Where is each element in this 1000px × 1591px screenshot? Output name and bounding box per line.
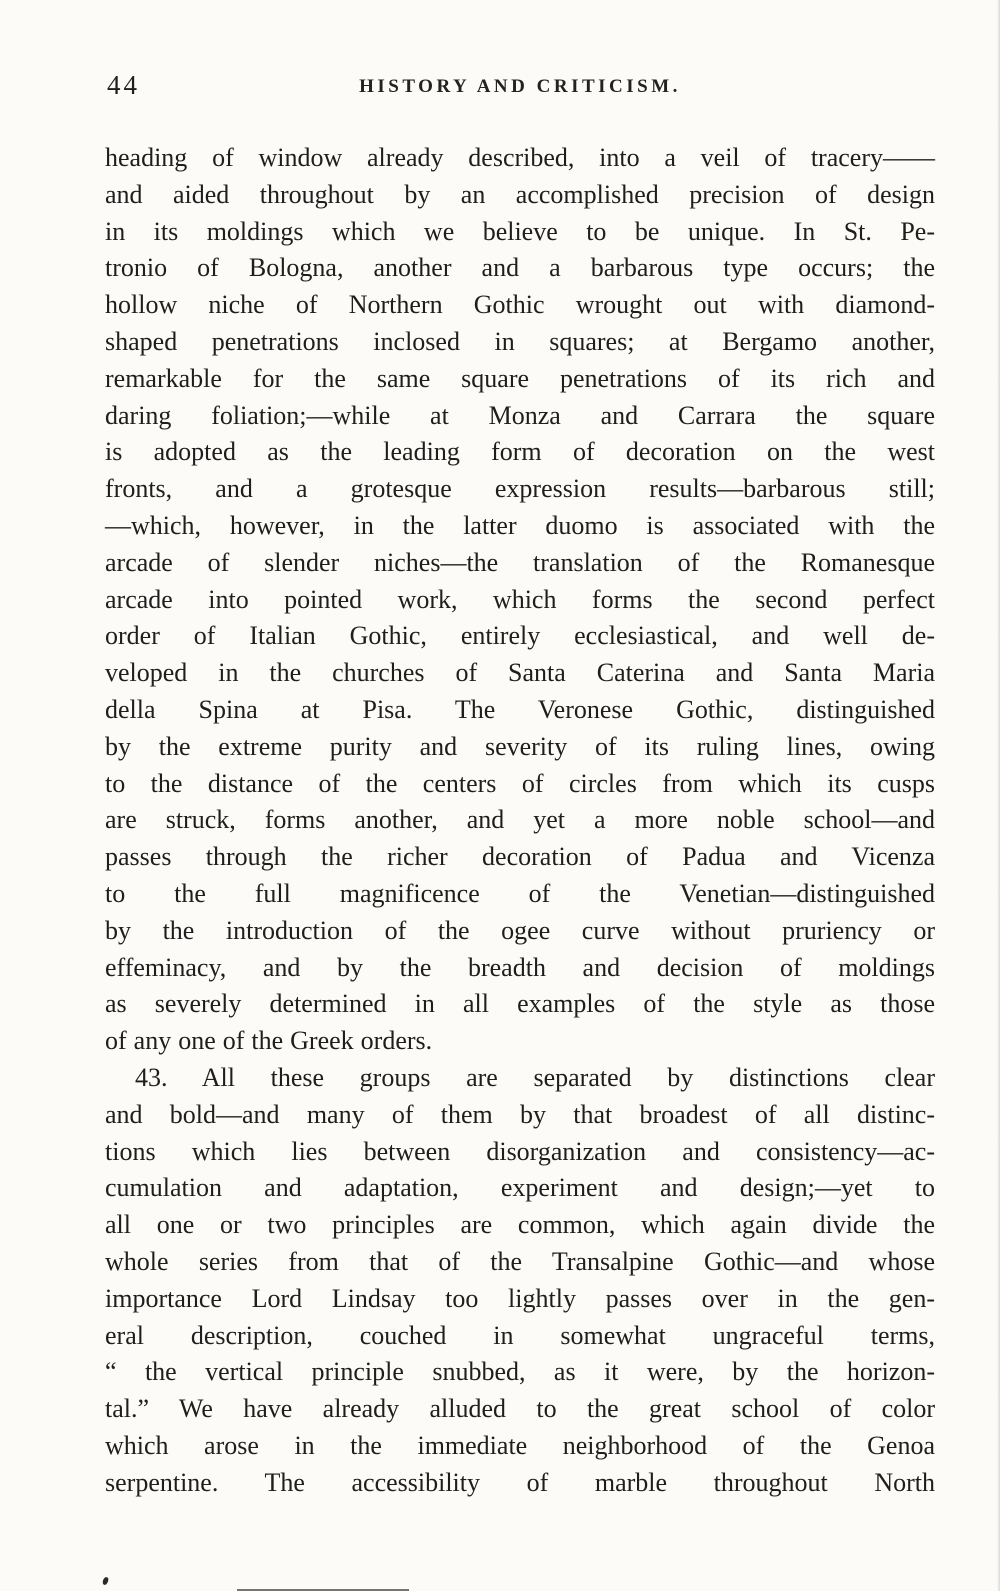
text-line: to the distance of the centers of circles from which its cusps (105, 768, 935, 798)
text-line: to the full magnificence of the Venetian—distinguished (105, 878, 935, 908)
text-line: cumulation and adaptation, experiment and design;—yet to (105, 1173, 935, 1203)
text-line: passes through the richer decoration of Padua and Vicenza (105, 842, 935, 872)
text-line: veloped in the churches of Santa Caterina and Santa Maria (105, 658, 935, 688)
text-line: remarkable for the same square penetrations of its rich and (105, 363, 935, 393)
text-line: hollow niche of Northern Gothic wrought out with diamond- (105, 290, 935, 320)
text-line: importance Lord Lindsay too lightly passes over in the gen- (105, 1283, 935, 1313)
text-line: and aided throughout by an accomplished precision of design (105, 179, 935, 209)
text-line: serpentine. The accessibility of marble throughout North (105, 1467, 935, 1497)
text-line: whole series from that of the Transalpine Gothic—and whose (105, 1246, 935, 1276)
text-line: “ the vertical principle snubbed, as it were, by the horizon- (105, 1357, 935, 1387)
paragraph (105, 140, 935, 1060)
text-line: by the introduction of the ogee curve without pruriency or (105, 915, 935, 945)
text-line: as severely determined in all examples of the style as those (105, 989, 935, 1019)
text-line: order of Italian Gothic, entirely ecclesiastical, and well de- (105, 621, 935, 651)
text-line: daring foliation;—while at Monza and Carrara the square (105, 400, 935, 430)
text-line: tronio of Bologna, another and a barbarous type occurs; the (105, 253, 935, 283)
text-line: arcade into pointed work, which forms the second perfect (105, 584, 935, 614)
text-line: 43. All these groups are separated by distinctions clear (135, 1062, 935, 1092)
text-line: eral description, couched in somewhat ungraceful terms, (105, 1320, 935, 1350)
text-line: heading of window already described, into a veil of tracery—— (105, 143, 935, 172)
header-title: HISTORY AND CRITICISM. (359, 76, 681, 97)
text-line: tal.” We have already alluded to the great school of color (105, 1394, 935, 1424)
body-text (105, 140, 935, 1501)
text-line: —which, however, in the latter duomo is associated with the (105, 510, 935, 540)
text-line: of any one of the Greek orders. (105, 1026, 433, 1056)
text-line: tions which lies between disorganization and consistency—ac- (105, 1136, 935, 1166)
paragraph (105, 1060, 935, 1502)
text-line: arcade of slender niches—the translation of the Romanesque (105, 547, 935, 577)
text-line: by the extreme purity and severity of its ruling lines, owing (105, 731, 935, 761)
text-line: della Spina at Pisa. The Veronese Gothic, distinguished (105, 694, 935, 724)
text-line: and bold—and many of them by that broadest of all distinc- (105, 1099, 935, 1129)
scan-artifact-speck (102, 1576, 109, 1585)
text-line: fronts, and a grotesque expression results—barbarous still; (105, 474, 935, 504)
text-line: in its moldings which we believe to be unique. In St. Pe- (105, 216, 935, 246)
text-line: are struck, forms another, and yet a more noble school—and (105, 805, 935, 835)
text-line: which arose in the immediate neighborhood of the Genoa (105, 1430, 935, 1460)
text-line: all one or two principles are common, which again divide the (105, 1210, 935, 1240)
running-header (105, 70, 935, 104)
page-number: 44 (107, 70, 140, 100)
text-line: is adopted as the leading form of decoration on the west (105, 437, 935, 467)
text-line: shaped penetrations inclosed in squares; at Bergamo another, (105, 326, 935, 356)
text-line: effeminacy, and by the breadth and decision of moldings (105, 952, 935, 982)
